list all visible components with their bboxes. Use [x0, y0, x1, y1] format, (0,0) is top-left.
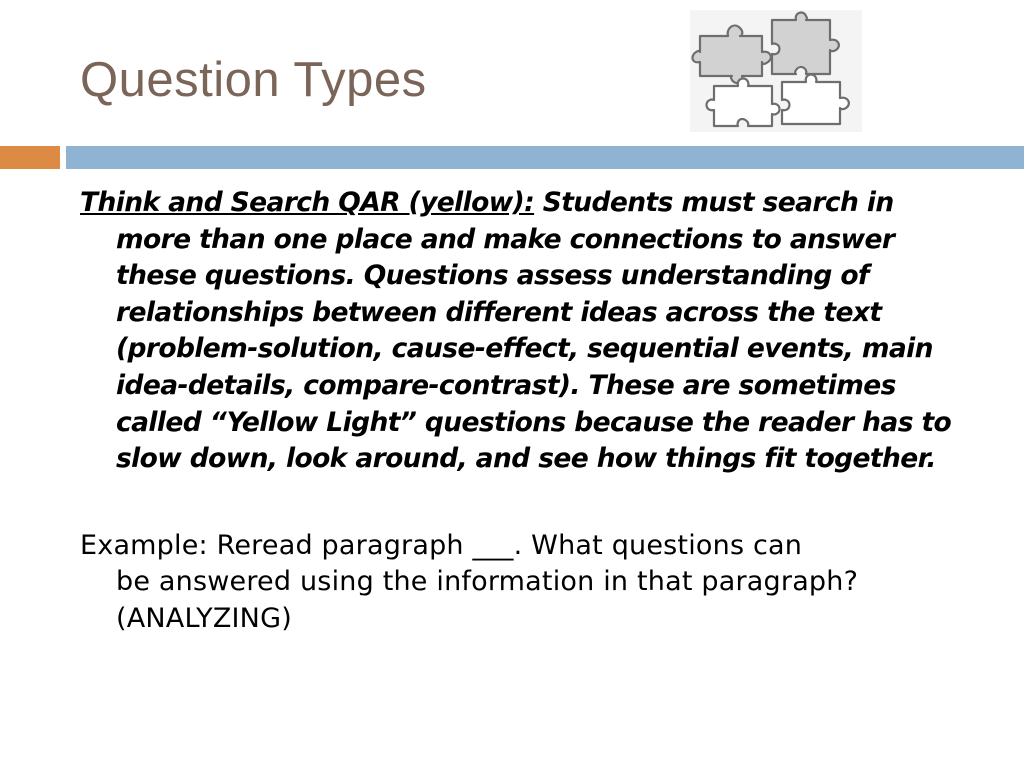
slide-body	[80, 185, 980, 638]
paragraph-line: Students must search in	[534, 187, 894, 218]
paragraph-heading: Think and Search QAR (yellow):	[80, 187, 535, 218]
think-and-search-paragraph	[80, 185, 980, 478]
slide-title: Question Types	[80, 53, 427, 107]
paragraph-line: idea-details, compare-contrast). These are sometimes	[116, 369, 896, 401]
paragraph-line: more than one place and make connections to answer	[116, 223, 895, 255]
paragraph-line: called “Yellow Light” questions because the reader has to	[116, 406, 952, 438]
paragraph-line: slow down, look around, and see how things fit together.	[116, 443, 936, 475]
puzzle-pieces-icon	[690, 10, 862, 132]
paragraph-line: these questions. Questions assess understanding of	[116, 260, 869, 292]
example-line: (ANALYZING)	[116, 602, 292, 634]
example-line: be answered using the information in that paragraph?	[116, 566, 859, 598]
accent-bar-blue	[66, 146, 1024, 169]
paragraph-line: (problem-solution, cause-effect, sequential events, main	[116, 333, 933, 365]
example-line: Example: Reread paragraph ___. What questions can	[80, 529, 803, 561]
paragraph-line: relationships between different ideas across the text	[116, 296, 882, 328]
example-paragraph	[80, 528, 980, 638]
accent-bar-orange	[0, 146, 60, 169]
